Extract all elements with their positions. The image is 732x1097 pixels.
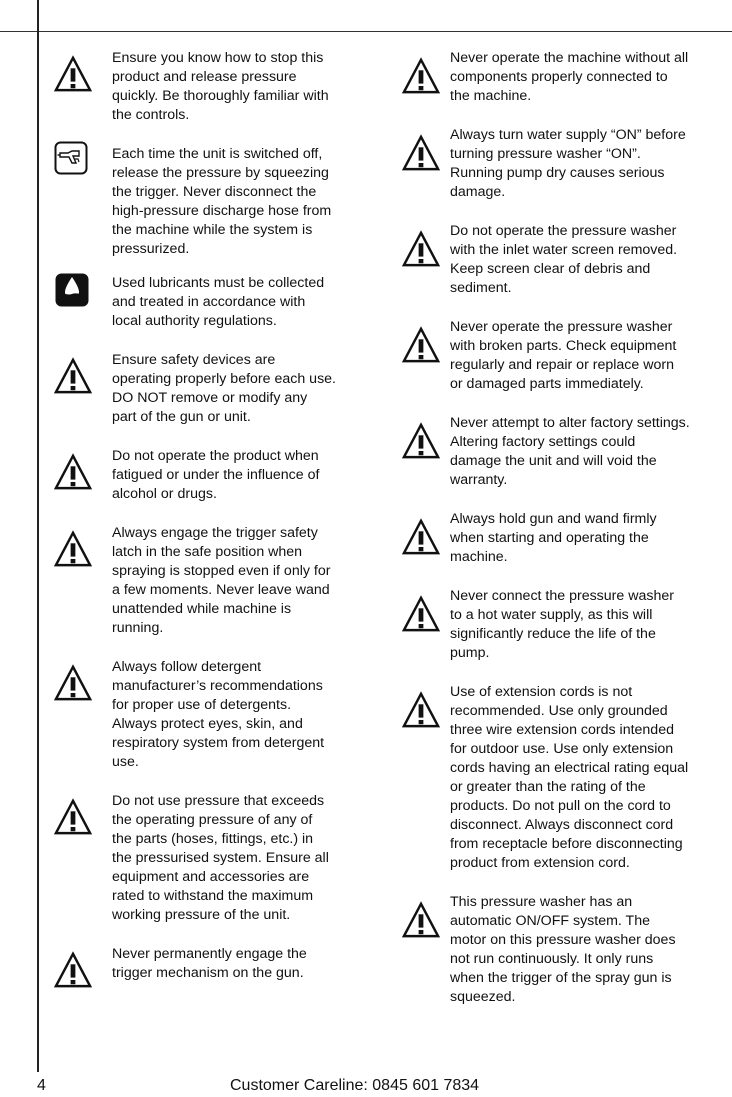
safety-text: Never permanently engage the trigger mechanism on the gun. [112, 946, 307, 981]
warning-triangle-icon [402, 134, 440, 172]
warning-triangle-icon [54, 798, 92, 836]
warning-triangle-icon [402, 326, 440, 364]
safety-item [402, 683, 720, 873]
warning-triangle-icon [402, 901, 440, 939]
safety-text: Never operate the pressure washer with broken parts. Check equipment regularly and repair or replace worn or damaged parts immediately. [450, 319, 677, 392]
warning-triangle-icon [402, 230, 440, 268]
warning-triangle-icon [54, 664, 92, 702]
safety-text: Never connect the pressure washer to a hot water supply, as this will significantly reduce the life of the pump. [450, 588, 674, 661]
safety-text: Used lubricants must be collected and treated in accordance with local authority regulations. [112, 275, 325, 329]
safety-item [54, 351, 364, 427]
safety-item [402, 414, 720, 490]
customer-careline: Customer Careline: 0845 601 7834 [230, 1077, 480, 1094]
oil-drop-icon [54, 272, 90, 308]
safety-text: Ensure safety devices are operating properly before each use. DO NOT remove or modify any part of the gun or unit. [112, 352, 336, 425]
safety-item [402, 318, 720, 394]
margin-rule [37, 0, 39, 1072]
safety-text: Always engage the trigger safety latch in the safe position when spraying is stopped even if only for a few moments. Never leave wand unattended while machine is running. [112, 525, 331, 636]
safety-text: Never attempt to alter factory settings. Altering factory settings could damage the unit and will void the warranty. [450, 415, 690, 488]
safety-text: Always turn water supply “ON” before turning pressure washer “ON”. Running pump dry causes serious damage. [450, 127, 686, 200]
safety-text: Do not operate the pressure washer with the inlet water screen removed. Keep screen clear of debris and sediment. [450, 223, 678, 296]
safety-item [54, 274, 364, 331]
safety-text: Use of extension cords is not recommended. Use only grounded three wire extension cords intended for outdoor use. Use only extension cords having an electrical rating equal or greater than the rating of the products. Do not pull on the cord to disconnect. Always disconnect cord from receptacle before disconnecting product from extension cord. [450, 684, 689, 871]
warning-triangle-icon [402, 518, 440, 556]
safety-text: Each time the unit is switched off, release the pressure by squeezing the trigger. Never disconnect the high-pressure discharge hose from the machine while the system is pressurized. [112, 146, 332, 257]
safety-item [54, 792, 364, 925]
safety-item [54, 145, 364, 259]
safety-item [54, 524, 364, 638]
safety-text: Never operate the machine without all components properly connected to the machine. [450, 50, 689, 104]
safety-text: This pressure washer has an automatic ON/OFF system. The motor on this pressure washer does not run continuously. It only runs when the trigger of the spray gun is squeezed. [450, 894, 676, 1005]
warning-triangle-icon [54, 55, 92, 93]
safety-text: Do not operate the product when fatigued or under the influence of alcohol or drugs. [112, 448, 320, 502]
safety-text: Always hold gun and wand firmly when starting and operating the machine. [450, 511, 657, 565]
trigger-release-icon [54, 141, 88, 175]
safety-text: Always follow detergent manufacturer’s recommendations for proper use of detergents. Always protect eyes, skin, and respiratory system from detergent use. [112, 659, 325, 770]
safety-item [54, 447, 364, 504]
top-rule [0, 31, 732, 32]
safety-text: Ensure you know how to stop this product and release pressure quickly. Be thoroughly familiar with the controls. [112, 50, 329, 123]
safety-item [402, 126, 720, 202]
warning-triangle-icon [54, 951, 92, 989]
safety-item [402, 49, 720, 106]
warning-triangle-icon [54, 530, 92, 568]
safety-item [402, 510, 720, 567]
warning-triangle-icon [402, 691, 440, 729]
warning-triangle-icon [402, 422, 440, 460]
safety-item [402, 893, 720, 1007]
left-column [54, 49, 364, 989]
safety-item [402, 587, 720, 663]
safety-text: Do not use pressure that exceeds the operating pressure of any of the parts (hoses, fittings, etc.) in the pressurised system. Ensure all equipment and accessories are rated to withstand the maximum working pressure of the unit. [112, 793, 329, 923]
safety-item [402, 222, 720, 298]
right-column [402, 49, 720, 1007]
safety-item [54, 49, 364, 125]
safety-item [54, 658, 364, 772]
safety-item [54, 945, 364, 989]
warning-triangle-icon [402, 595, 440, 633]
warning-triangle-icon [54, 453, 92, 491]
warning-triangle-icon [402, 57, 440, 95]
warning-triangle-icon [54, 357, 92, 395]
page-number: 4 [37, 1077, 46, 1094]
